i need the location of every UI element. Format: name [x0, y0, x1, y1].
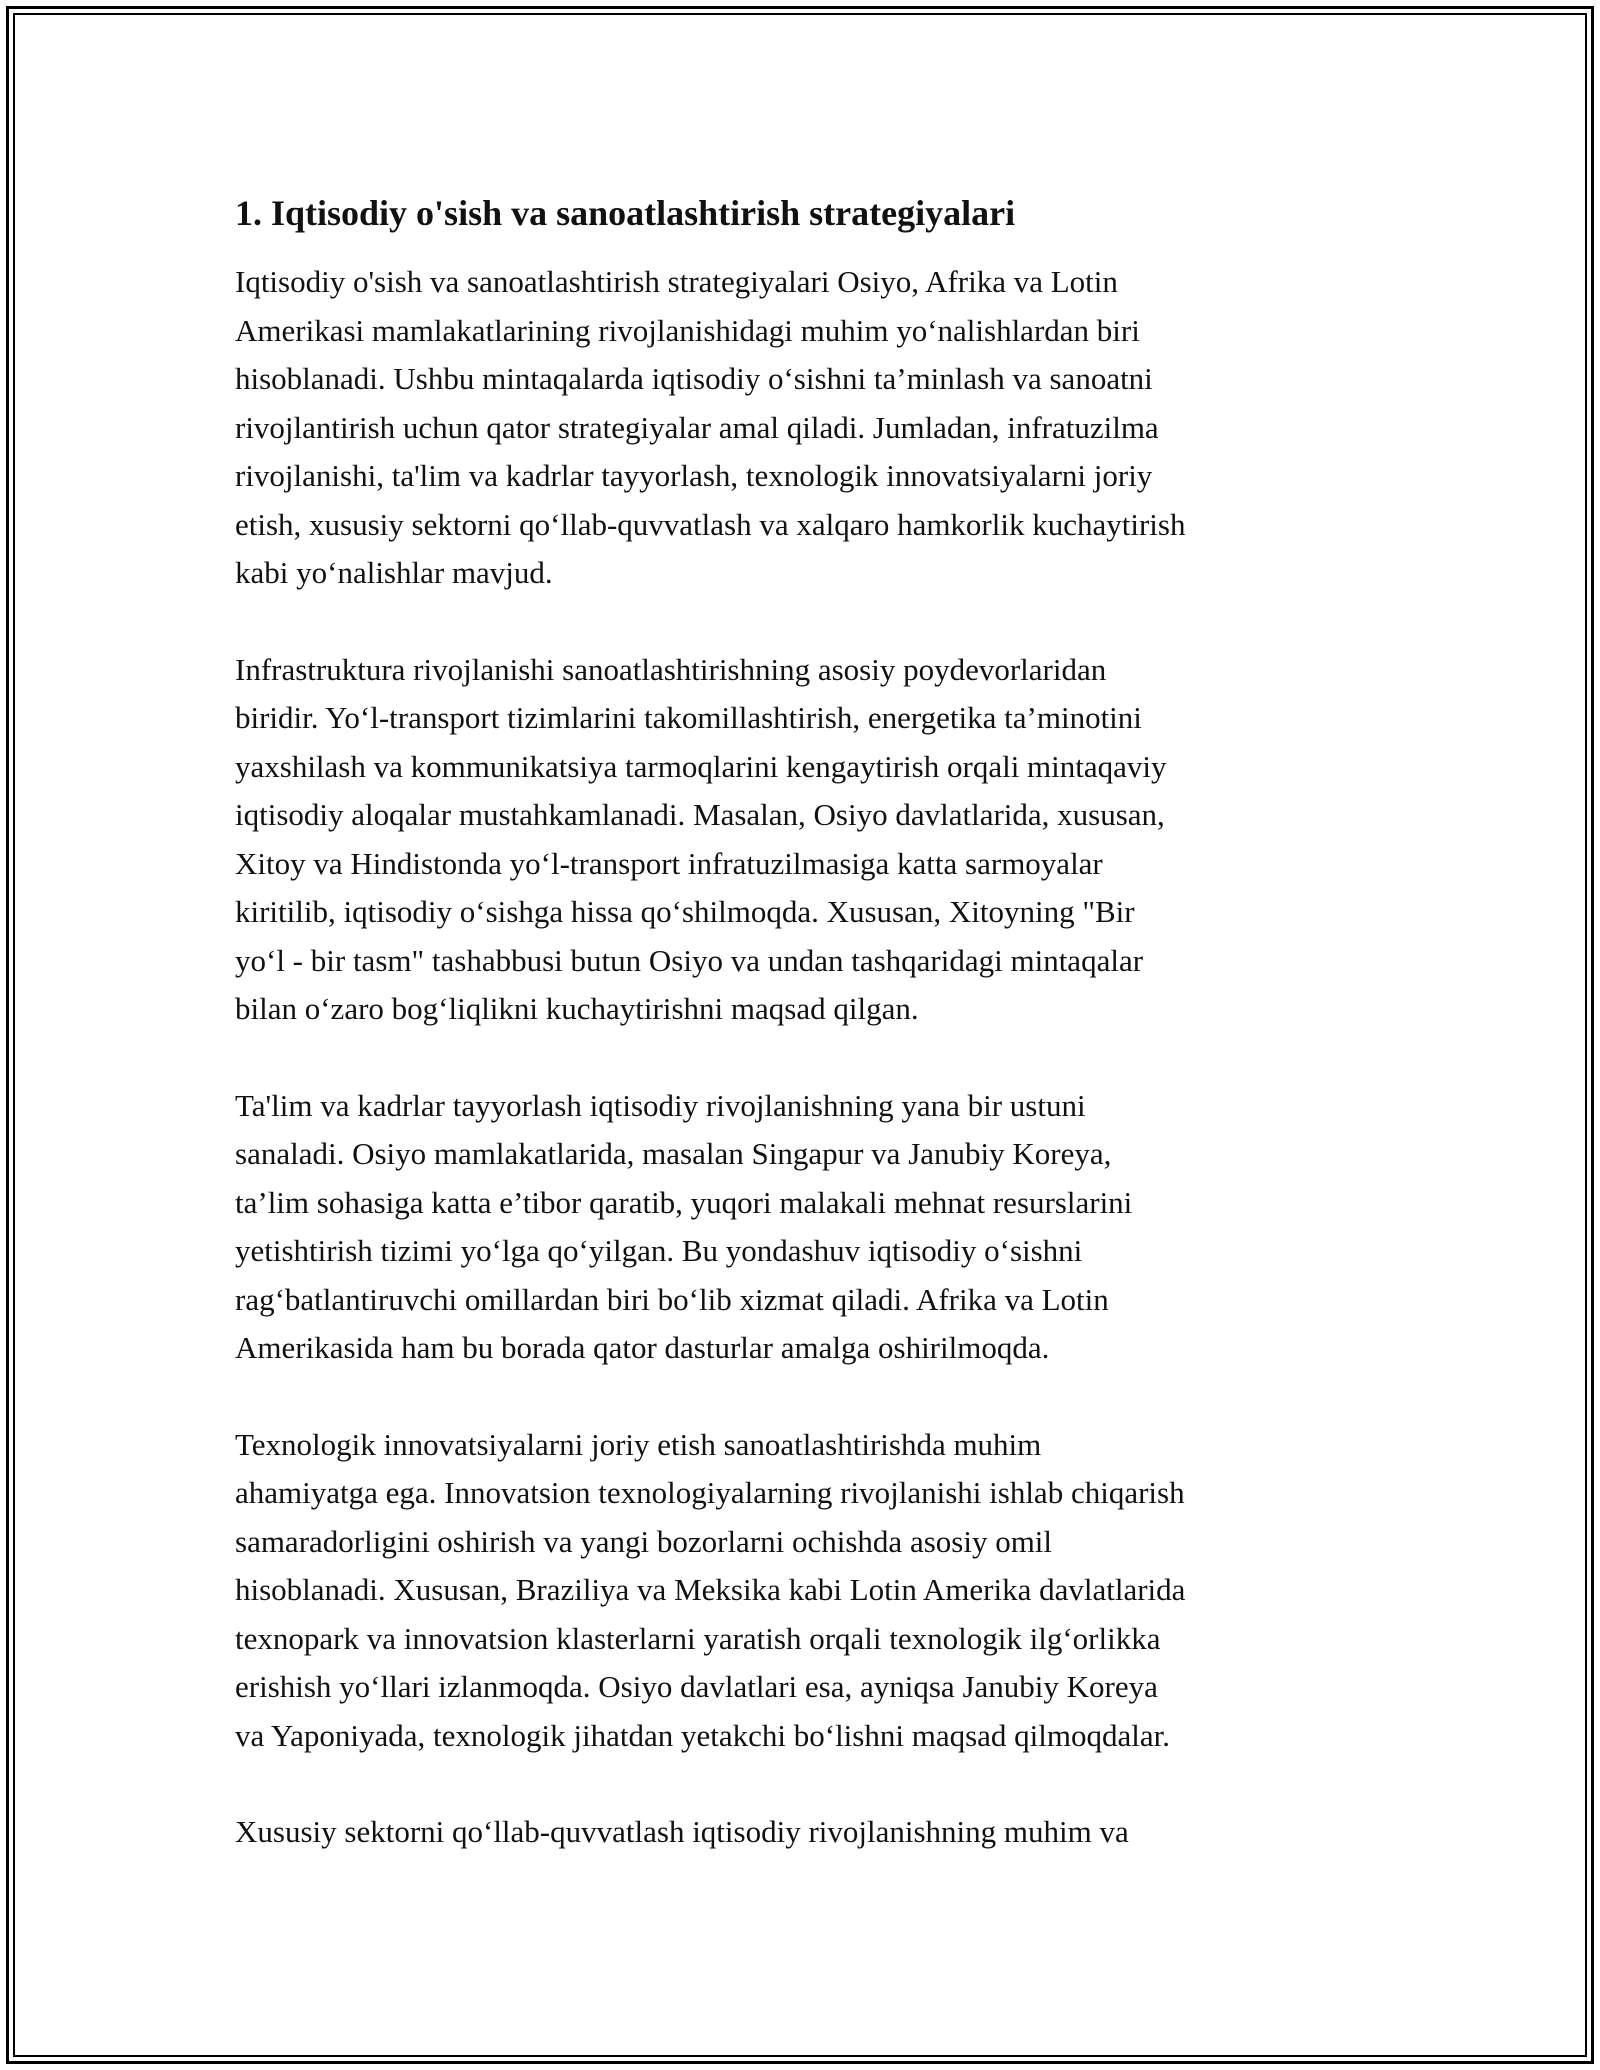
text-line: texnopark va innovatsion klasterlarni yaratish orqali texnologik ilg‘orlikka	[235, 1620, 1161, 1656]
text-line: kabi yo‘nalishlar mavjud.	[235, 555, 553, 590]
text-line: iqtisodiy aloqalar mustahkamlanadi. Masalan, Osiyo davlatlarida, xususan,	[235, 797, 1165, 832]
paragraph-private-sector	[235, 1808, 1370, 1857]
text-line: erishish yo‘llari izlanmoqda. Osiyo davlatlari esa, ayniqsa Janubiy Koreya	[235, 1669, 1158, 1704]
text-line: yetishtirish tizimi yo‘lga qo‘yilgan. Bu yondashuv iqtisodiy o‘sishni	[235, 1233, 1083, 1268]
text-line: Iqtisodiy o'sish va sanoatlashtirish strategiyalari Osiyo, Afrika va Lotin	[235, 264, 1118, 299]
text-line: Infrastruktura rivojlanishi sanoatlashtirishning asosiy poydevorlaridan	[235, 651, 1107, 687]
text-line: biridir. Yo‘l-transport tizimlarini takomillashtirish, energetika ta’minotini	[235, 700, 1142, 735]
text-line: samaradorligini oshirish va yangi bozorlarni ochishda asosiy omil	[235, 1523, 1053, 1559]
text-line: yo‘l - bir tasm" tashabbusi butun Osiyo va undan tashqaridagi mintaqalar	[235, 942, 1144, 978]
text-line: bilan o‘zaro bog‘liqlikni kuchaytirishni maqsad qilgan.	[235, 991, 919, 1026]
text-line: Amerikasi mamlakatlarining rivojlanishidagi muhim yo‘nalishlardan biri	[235, 312, 1140, 348]
text-line: sanaladi. Osiyo mamlakatlarida, masalan Singapur va Janubiy Koreya,	[235, 1136, 1112, 1171]
text-line: hisoblanadi. Xususan, Braziliya va Meksika kabi Lotin Amerika davlatlarida	[235, 1572, 1186, 1607]
text-line: ahamiyatga ega. Innovatsion texnologiyalarning rivojlanishi ishlab chiqarish	[235, 1475, 1185, 1510]
text-line: yaxshilash va kommunikatsiya tarmoqlarini kengaytirish orqali mintaqaviy	[235, 748, 1167, 784]
paragraph-technology	[235, 1421, 1370, 1761]
text-line: hisoblanadi. Ushbu mintaqalarda iqtisodiy o‘sishni ta’minlash va sanoatni	[235, 361, 1153, 396]
text-line: etish, xususiy sektorni qo‘llab-quvvatlash va xalqaro hamkorlik kuchaytirish	[235, 506, 1186, 542]
text-line: va Yaponiyada, texnologik jihatdan yetakchi bo‘lishni maqsad qilmoqdalar.	[235, 1717, 1170, 1753]
text-line: kiritilib, iqtisodiy o‘sishga hissa qo‘shilmoqda. Xususan, Xitoyning "Bir	[235, 894, 1135, 929]
paragraph-intro	[235, 258, 1370, 598]
document-body	[235, 190, 1370, 1905]
text-line: Texnologik innovatsiyalarni joriy etish sanoatlashtirishda muhim	[235, 1426, 1042, 1462]
paragraph-education	[235, 1082, 1370, 1373]
text-line: Xususiy sektorni qo‘llab-quvvatlash iqtisodiy rivojlanishning muhim va	[235, 1814, 1129, 1849]
text-line: rag‘batlantiruvchi omillardan biri bo‘lib xizmat qiladi. Afrika va Lotin	[235, 1281, 1109, 1317]
paragraph-infrastructure	[235, 646, 1370, 1034]
text-line: Ta'lim va kadrlar tayyorlash iqtisodiy rivojlanishning yana bir ustuni	[235, 1087, 1086, 1123]
text-line: rivojlanishi, ta'lim va kadrlar tayyorlash, texnologik innovatsiyalarni joriy	[235, 458, 1153, 493]
text-line: Xitoy va Hindistonda yo‘l-transport infratuzilmasiga katta sarmoyalar	[235, 845, 1103, 881]
section-heading: 1. Iqtisodiy o'sish va sanoatlashtirish strategiyalari	[235, 193, 1016, 233]
text-line: ta’lim sohasiga katta e’tibor qaratib, yuqori malakali mehnat resurslarini	[235, 1184, 1133, 1220]
text-line: rivojlantirish uchun qator strategiyalar amal qiladi. Jumladan, infratuzilma	[235, 409, 1159, 445]
text-line: Amerikasida ham bu borada qator dasturlar amalga oshirilmoqda.	[235, 1330, 1050, 1365]
